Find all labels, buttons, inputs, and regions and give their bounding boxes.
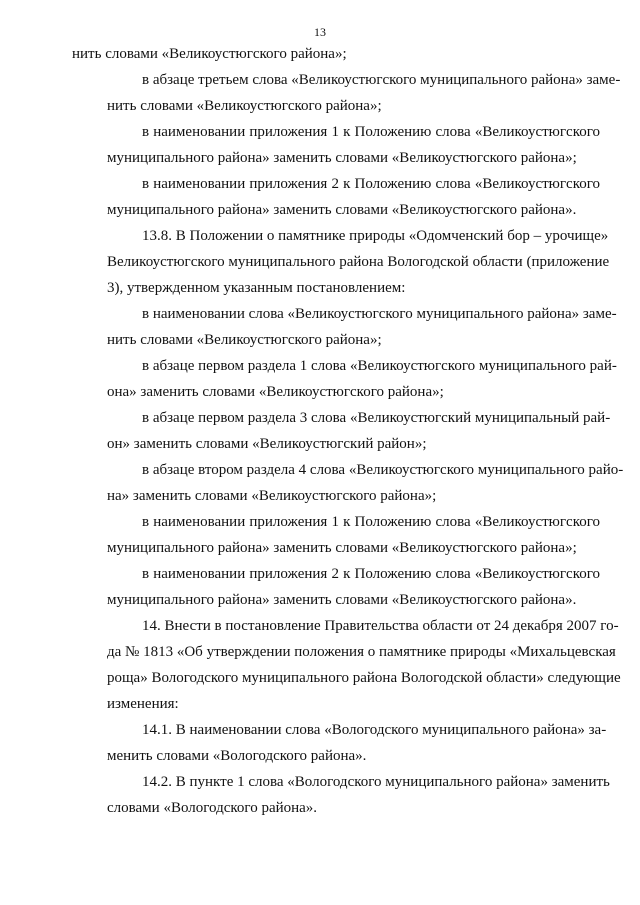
paragraph	[72, 353, 617, 405]
paragraph	[72, 119, 600, 171]
paragraph-line: 14. Внести в постановление Правительства области от 24 декабря 2007 го-	[142, 618, 619, 634]
paragraph-line: в наименовании приложения 2 к Положению слова «Великоустюгского	[142, 176, 600, 192]
paragraph-line: 14.2. В пункте 1 слова «Вологодского муниципального района» заменить	[142, 774, 610, 790]
paragraph	[72, 405, 611, 457]
paragraph	[72, 301, 617, 353]
paragraph-line: словами «Вологодского района».	[107, 800, 318, 816]
paragraph-line: муниципального района» заменить словами «Великоустюгского района».	[107, 202, 577, 218]
paragraph-line: в наименовании приложения 2 к Положению слова «Великоустюгского	[142, 566, 600, 582]
paragraph-line: менить словами «Вологодского района».	[107, 748, 367, 764]
paragraph-line: нить словами «Великоустюгского района»;	[72, 46, 347, 62]
paragraph-line: в наименовании приложения 1 к Положению слова «Великоустюгского	[142, 514, 600, 530]
paragraph-line: 13.8. В Положении о памятнике природы «Одомченский бор – урочище»	[142, 228, 609, 244]
document-body	[72, 41, 624, 821]
paragraph-line: нить словами «Великоустюгского района»;	[107, 98, 382, 114]
paragraph	[72, 223, 610, 301]
paragraph-line: в абзаце третьем слова «Великоустюгского муниципального района» заме-	[142, 72, 621, 88]
paragraph	[72, 457, 624, 509]
paragraph-line: она» заменить словами «Великоустюгского района»;	[107, 384, 444, 400]
paragraph-line: муниципального района» заменить словами «Великоустюгского района»;	[107, 540, 577, 556]
paragraph	[72, 509, 600, 561]
paragraph	[72, 67, 621, 119]
paragraph-line: изменения:	[107, 696, 179, 712]
paragraph	[72, 171, 600, 223]
paragraph-line: 3), утвержденном указанным постановлением:	[107, 280, 406, 296]
paragraph-line: в абзаце первом раздела 3 слова «Великоустюгский муниципальный рай-	[142, 410, 611, 426]
paragraph	[72, 769, 610, 821]
paragraph	[72, 561, 600, 613]
paragraph-line: в наименовании приложения 1 к Положению слова «Великоустюгского	[142, 124, 600, 140]
paragraph-line: нить словами «Великоустюгского района»;	[107, 332, 382, 348]
page-number: 13	[314, 25, 326, 39]
paragraph-line: на» заменить словами «Великоустюгского района»;	[107, 488, 437, 504]
paragraph-line: в абзаце первом раздела 1 слова «Великоустюгского муниципального рай-	[142, 358, 617, 374]
paragraph-line: муниципального района» заменить словами «Великоустюгского района»;	[107, 150, 577, 166]
paragraph-line: он» заменить словами «Великоустюгский район»;	[107, 436, 427, 452]
paragraph-line: роща» Вологодского муниципального района Вологодской области» следующие	[107, 670, 621, 686]
paragraph-line: муниципального района» заменить словами «Великоустюгского района».	[107, 592, 577, 608]
paragraph-line: да № 1813 «Об утверждении положения о памятнике природы «Михальцевская	[107, 644, 616, 660]
paragraph-line: в наименовании слова «Великоустюгского муниципального района» заме-	[142, 306, 617, 322]
paragraph	[72, 717, 607, 769]
paragraph-line: 14.1. В наименовании слова «Вологодского муниципального района» за-	[142, 722, 607, 738]
paragraph	[72, 41, 600, 67]
paragraph-line: Великоустюгского муниципального района Вологодской области (приложение	[107, 254, 610, 270]
paragraph-line: в абзаце втором раздела 4 слова «Великоустюгского муниципального райо-	[142, 462, 624, 478]
paragraph	[72, 613, 621, 717]
